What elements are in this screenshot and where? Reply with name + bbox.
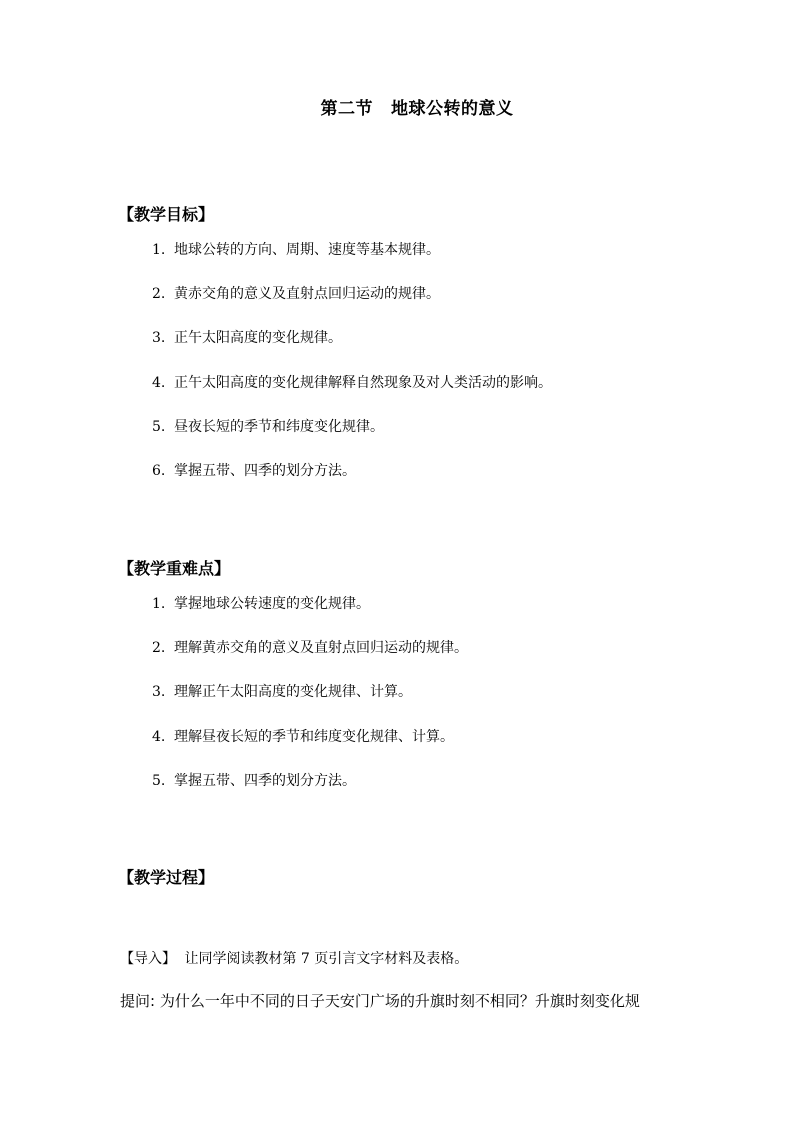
section-heading-objectives: 【教学目标】 [118, 205, 215, 224]
key-point-item: 4. 理解昼夜长短的季节和纬度变化规律、计算。 [152, 729, 454, 745]
key-point-item: 2. 理解黄赤交角的意义及直射点回归运动的规律。 [152, 640, 468, 656]
title-topic: 地球公转的意义 [391, 99, 514, 119]
section-heading-process: 【教学过程】 [118, 868, 215, 887]
key-point-item: 5. 掌握五带、四季的划分方法。 [152, 773, 356, 789]
intro-paragraph [120, 948, 468, 968]
key-point-item: 1. 掌握地球公转速度的变化规律。 [152, 596, 370, 612]
intro-text: 让同学阅读教材第 7 页引言文字材料及表格。 [184, 951, 469, 967]
section-heading-key-points: 【教学重难点】 [118, 559, 231, 578]
objective-item: 1. 地球公转的方向、周期、速度等基本规律。 [152, 242, 440, 258]
page-title [0, 94, 794, 119]
objective-item: 6. 掌握五带、四季的划分方法。 [152, 463, 356, 479]
question-text: 为什么一年中不同的日子天安门广场的升旗时刻不相同？升旗时刻变化规 [159, 992, 640, 1010]
objective-item: 3. 正午太阳高度的变化规律。 [152, 330, 342, 346]
question-paragraph [120, 990, 640, 1011]
title-section-number: 第二节 [320, 99, 373, 119]
question-label: 提问: [120, 992, 156, 1010]
intro-label: 【导入】 [120, 951, 176, 967]
key-point-item: 3. 理解正午太阳高度的变化规律、计算。 [152, 684, 412, 700]
objective-item: 5. 昼夜长短的季节和纬度变化规律。 [152, 419, 384, 435]
objective-item: 2. 黄赤交角的意义及直射点回归运动的规律。 [152, 286, 440, 302]
objective-item: 4. 正午太阳高度的变化规律解释自然现象及对人类活动的影响。 [152, 375, 552, 391]
